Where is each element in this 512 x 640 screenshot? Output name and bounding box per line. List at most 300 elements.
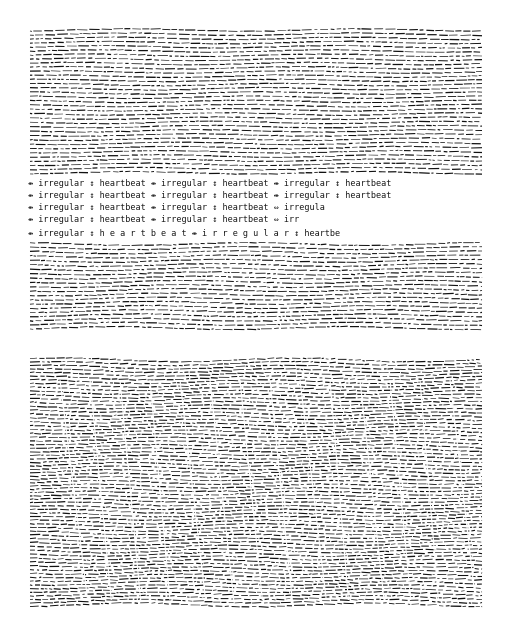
texture-stroke [184, 392, 192, 393]
texture-stroke [334, 430, 344, 431]
texture-stroke [30, 391, 40, 392]
texture-stroke [285, 415, 293, 416]
texture-stroke [331, 358, 335, 359]
texture-stroke [194, 465, 199, 466]
texture-stroke [279, 462, 288, 463]
texture-stroke [467, 432, 472, 433]
texture-stroke [67, 361, 75, 362]
texture-stroke [370, 434, 380, 435]
texture-stroke [228, 380, 238, 381]
texture-stroke [322, 473, 332, 474]
texture-stroke [160, 448, 162, 449]
texture-stroke [38, 418, 47, 419]
texture-stroke [42, 488, 53, 489]
texture-stroke [225, 439, 231, 440]
texture-stroke [467, 480, 472, 481]
texture-stroke [446, 377, 451, 378]
texture-stroke [116, 402, 120, 403]
texture-stroke [124, 452, 131, 453]
texture-stroke [400, 430, 406, 431]
texture-stroke [212, 361, 221, 362]
texture-stroke [30, 394, 36, 395]
texture-stroke [353, 425, 356, 426]
texture-stroke [378, 380, 381, 381]
texture-stroke [207, 368, 211, 369]
texture-stroke [319, 385, 324, 386]
texture-stroke [52, 485, 61, 486]
texture-stroke [42, 433, 51, 434]
texture-stroke [201, 438, 204, 439]
texture-stroke [110, 359, 116, 360]
texture-stroke [114, 473, 119, 474]
texture-stroke [71, 311, 74, 312]
texture-stroke [320, 430, 326, 431]
texture-stroke [153, 393, 158, 394]
texture-stroke [86, 362, 94, 363]
texture-stroke [236, 366, 245, 367]
texture-stroke [85, 295, 89, 296]
texture-stroke [180, 480, 191, 481]
texture-stroke [105, 488, 114, 489]
texture-stroke [94, 370, 104, 371]
texture-stroke [293, 430, 295, 431]
texture-stroke [261, 429, 266, 430]
texture-stroke [321, 244, 327, 245]
texture-stroke [321, 470, 328, 471]
texture-stroke [304, 369, 311, 370]
texture-stroke [284, 383, 288, 384]
texture-stroke [363, 361, 365, 362]
texture-stroke [76, 467, 82, 468]
texture-stroke [368, 452, 371, 453]
texture-stroke [125, 383, 131, 384]
texture-stroke [324, 408, 330, 409]
texture-stroke [91, 253, 97, 254]
texture-stroke [438, 419, 444, 420]
texture-stroke [310, 423, 315, 424]
texture-stroke [301, 369, 303, 370]
texture-stroke [249, 359, 255, 360]
texture-stroke [115, 371, 124, 372]
texture-stroke [283, 452, 286, 453]
texture-stroke [212, 329, 214, 330]
texture-stroke [444, 484, 454, 485]
texture-stroke [190, 378, 198, 379]
texture-stroke [349, 449, 357, 450]
texture-stroke [388, 369, 394, 370]
texture-stroke [245, 480, 252, 481]
texture-stroke [424, 399, 428, 400]
texture-stroke [351, 404, 358, 405]
texture-stroke [239, 246, 248, 247]
texture-stroke [231, 470, 238, 471]
texture-stroke [230, 423, 236, 424]
texture-stroke [56, 376, 67, 377]
texture-stroke [336, 398, 339, 399]
texture-stroke [437, 469, 443, 470]
texture-stroke [283, 458, 289, 459]
texture-stroke [361, 415, 369, 416]
texture-stroke [334, 383, 339, 384]
texture-stroke [93, 488, 98, 489]
texture-stroke [464, 405, 470, 406]
texture-stroke [361, 270, 368, 271]
texture-stroke [176, 288, 187, 289]
texture-stroke [107, 432, 112, 433]
texture-stroke [138, 379, 146, 380]
texture-stroke [343, 415, 346, 416]
texture-stroke [106, 462, 115, 463]
texture-stroke [325, 382, 332, 383]
texture-stroke [429, 446, 436, 447]
texture-stroke [396, 413, 404, 414]
texture-stroke [336, 386, 341, 387]
texture-stroke [417, 448, 422, 449]
texture-stroke [295, 451, 301, 452]
texture-stroke [179, 445, 183, 446]
texture-stroke [175, 422, 178, 423]
texture-stroke [294, 412, 304, 413]
texture-stroke [148, 421, 156, 422]
texture-stroke [30, 321, 33, 322]
texture-stroke [285, 358, 290, 359]
texture-stroke [362, 293, 372, 294]
texture-stroke [81, 389, 84, 390]
texture-stroke [350, 456, 360, 457]
texture-stroke [262, 251, 272, 252]
texture-stroke [203, 329, 210, 330]
texture-stroke [47, 368, 52, 369]
texture-stroke [232, 466, 240, 467]
texture-stroke [36, 441, 43, 442]
texture-stroke [310, 270, 318, 271]
texture-stroke [370, 414, 381, 415]
texture-stroke [470, 455, 474, 456]
texture-stroke [390, 430, 393, 431]
texture-stroke [113, 476, 123, 477]
texture-stroke [264, 466, 275, 467]
texture-stroke [387, 475, 396, 476]
texture-stroke [236, 447, 240, 448]
texture-stroke [102, 379, 111, 380]
texture-stroke [481, 372, 482, 373]
texture-stroke [385, 437, 393, 438]
texture-stroke [433, 438, 440, 439]
texture-stroke [164, 452, 173, 453]
texture-stroke [329, 456, 340, 457]
texture-stroke [199, 388, 202, 389]
texture-stroke [219, 431, 221, 432]
texture-stroke [384, 424, 394, 425]
texture-stroke [60, 461, 67, 462]
texture-stroke [413, 393, 423, 394]
texture-stroke [400, 460, 407, 461]
texture-stroke [329, 371, 340, 372]
texture-stroke [306, 381, 316, 382]
texture-stroke [36, 466, 42, 467]
texture-stroke [298, 408, 303, 409]
texture-stroke [70, 388, 79, 389]
texture-stroke [328, 430, 332, 431]
texture-stroke [476, 448, 483, 449]
texture-stroke [318, 423, 327, 424]
texture-stroke [93, 390, 95, 391]
texture-stroke [363, 463, 365, 464]
texture-stroke [433, 427, 437, 428]
texture-stroke [343, 449, 347, 450]
texture-stroke [389, 376, 399, 377]
texture-stroke [125, 463, 127, 464]
texture-stroke [128, 455, 138, 456]
texture-stroke [338, 459, 349, 460]
texture-stroke [300, 324, 303, 325]
texture-stroke [396, 403, 402, 404]
texture-stroke [133, 438, 136, 439]
texture-stroke [392, 362, 395, 363]
texture-stroke [247, 409, 256, 410]
texture-stroke [268, 358, 275, 359]
texture-stroke [142, 445, 150, 446]
texture-stroke [280, 455, 287, 456]
texture-stroke [346, 364, 355, 365]
texture-stroke [280, 365, 283, 366]
texture-stroke [429, 473, 432, 474]
texture-stroke [409, 452, 412, 453]
texture-stroke [30, 455, 41, 456]
texture-stroke [370, 257, 378, 258]
texture-stroke [365, 364, 370, 365]
texture-stroke [379, 393, 390, 394]
texture-stroke [242, 428, 249, 429]
texture-stroke [159, 456, 168, 457]
texture-stroke [253, 451, 260, 452]
texture-stroke [291, 433, 301, 434]
texture-stroke [248, 437, 257, 438]
texture-stroke [116, 488, 121, 489]
texture-stroke [145, 253, 153, 254]
texture-stroke [157, 376, 165, 377]
texture-stroke [203, 412, 208, 413]
texture-stroke [139, 428, 145, 429]
texture-stroke [382, 403, 388, 404]
texture-stroke [218, 447, 222, 448]
texture-stroke [30, 476, 39, 477]
texture-stroke [393, 467, 398, 468]
texture-stroke [333, 378, 343, 379]
texture-stroke [406, 383, 413, 384]
texture-stroke [366, 394, 373, 395]
texture-stroke [227, 383, 230, 384]
texture-stroke [221, 420, 225, 421]
texture-stroke [350, 379, 355, 380]
texture-stroke [426, 375, 431, 376]
texture-stroke [391, 394, 401, 395]
texture-stroke [76, 447, 83, 448]
dense-text-pattern [30, 29, 482, 608]
texture-stroke [30, 445, 34, 446]
texture-stroke [316, 446, 320, 447]
texture-stroke [183, 423, 190, 424]
texture-stroke [80, 327, 87, 328]
texture-stroke [236, 401, 244, 402]
texture-stroke [254, 487, 264, 488]
texture-stroke [142, 327, 146, 328]
texture-stroke [79, 374, 84, 375]
texture-stroke [481, 444, 482, 445]
texture-stroke [382, 361, 390, 362]
texture-stroke [245, 313, 253, 314]
texture-stroke [406, 264, 409, 265]
texture-stroke [438, 398, 449, 399]
texture-stroke [478, 379, 482, 380]
texture-stroke [462, 373, 472, 374]
texture-stroke [474, 487, 479, 488]
texture-stroke [83, 453, 94, 454]
texture-stroke [440, 423, 446, 424]
texture-stroke [406, 456, 414, 457]
texture-stroke [362, 368, 371, 369]
texture-stroke [278, 426, 286, 427]
texture-stroke [235, 394, 244, 395]
texture-stroke [351, 442, 360, 443]
texture-stroke [290, 388, 293, 389]
texture-stroke [104, 363, 108, 364]
texture-stroke [59, 458, 63, 459]
texture-stroke [243, 405, 254, 406]
texture-stroke [433, 461, 442, 462]
texture-stroke [277, 433, 284, 434]
texture-stroke [282, 471, 285, 472]
texture-stroke [403, 393, 411, 394]
texture-stroke [149, 261, 152, 262]
texture-stroke [42, 365, 51, 366]
texture-stroke [348, 432, 354, 433]
texture-stroke [238, 417, 242, 418]
texture-stroke [412, 487, 416, 488]
texture-stroke [158, 390, 165, 391]
texture-stroke [60, 478, 69, 479]
texture-stroke [420, 430, 423, 431]
texture-stroke [384, 444, 393, 445]
texture-stroke [467, 360, 469, 361]
texture-stroke [194, 298, 202, 299]
texture-stroke [259, 376, 265, 377]
texture-stroke [448, 427, 450, 428]
texture-stroke [283, 376, 286, 377]
texture-stroke [360, 481, 368, 482]
texture-stroke [476, 409, 483, 410]
texture-stroke [450, 477, 456, 478]
texture-stroke [349, 415, 352, 416]
texture-stroke [133, 417, 142, 418]
texture-stroke [297, 457, 307, 458]
texture-stroke [71, 464, 76, 465]
texture-stroke [341, 397, 345, 398]
texture-stroke [276, 358, 282, 359]
texture-stroke [252, 380, 255, 381]
texture-stroke [130, 375, 133, 376]
texture-stroke [273, 462, 276, 463]
texture-stroke [445, 454, 448, 455]
texture-stroke [347, 425, 351, 426]
texture-stroke [375, 322, 380, 323]
texture-stroke [78, 404, 88, 405]
texture-stroke [307, 385, 316, 386]
texture-stroke [399, 423, 406, 424]
texture-stroke [354, 415, 359, 416]
texture-stroke [291, 478, 299, 479]
texture-stroke [120, 363, 128, 364]
texture-stroke [341, 476, 349, 477]
texture-stroke [461, 376, 470, 377]
texture-stroke [261, 441, 267, 442]
texture-stroke [311, 393, 318, 394]
texture-stroke [351, 463, 362, 464]
texture-stroke [292, 422, 295, 423]
texture-stroke [256, 373, 264, 374]
texture-stroke [30, 463, 41, 464]
texture-stroke [430, 260, 434, 261]
texture-stroke [385, 309, 396, 310]
texture-stroke [342, 387, 344, 388]
texture-stroke [140, 323, 145, 324]
texture-stroke [126, 293, 128, 294]
texture-stroke [148, 376, 154, 377]
texture-stroke [102, 481, 105, 482]
texture-stroke [340, 484, 343, 485]
texture-stroke [63, 471, 66, 472]
texture-stroke [109, 412, 116, 413]
texture-stroke [357, 391, 367, 392]
texture-stroke [37, 407, 47, 408]
texture-stroke [311, 362, 313, 363]
texture-stroke [113, 432, 120, 433]
texture-stroke [318, 381, 323, 382]
texture-stroke [382, 478, 387, 479]
texture-stroke [398, 416, 404, 417]
texture-stroke [90, 426, 98, 427]
texture-stroke [119, 310, 126, 311]
texture-stroke [141, 401, 145, 402]
texture-stroke [104, 449, 110, 450]
texture-stroke [30, 358, 37, 359]
texture-stroke [30, 480, 40, 481]
texture-stroke [190, 408, 199, 409]
texture-stroke [433, 402, 439, 403]
texture-stroke [242, 459, 247, 460]
texture-stroke [104, 435, 114, 436]
texture-stroke [250, 366, 255, 367]
texture-stroke [30, 372, 34, 373]
texture-stroke [175, 396, 184, 397]
texture-stroke [102, 456, 104, 457]
texture-stroke [62, 279, 69, 280]
texture-stroke [48, 448, 53, 449]
texture-stroke [197, 311, 208, 312]
texture-stroke [443, 293, 454, 294]
texture-stroke [422, 372, 433, 373]
texture-stroke [178, 386, 188, 387]
texture-stroke [88, 456, 93, 457]
texture-stroke [71, 441, 74, 442]
texture-stroke [415, 464, 424, 465]
texture-stroke [71, 426, 76, 427]
texture-stroke [129, 380, 136, 381]
texture-stroke [399, 389, 404, 390]
texture-stroke [253, 369, 262, 370]
texture-stroke [89, 319, 96, 320]
texture-stroke [346, 429, 354, 430]
